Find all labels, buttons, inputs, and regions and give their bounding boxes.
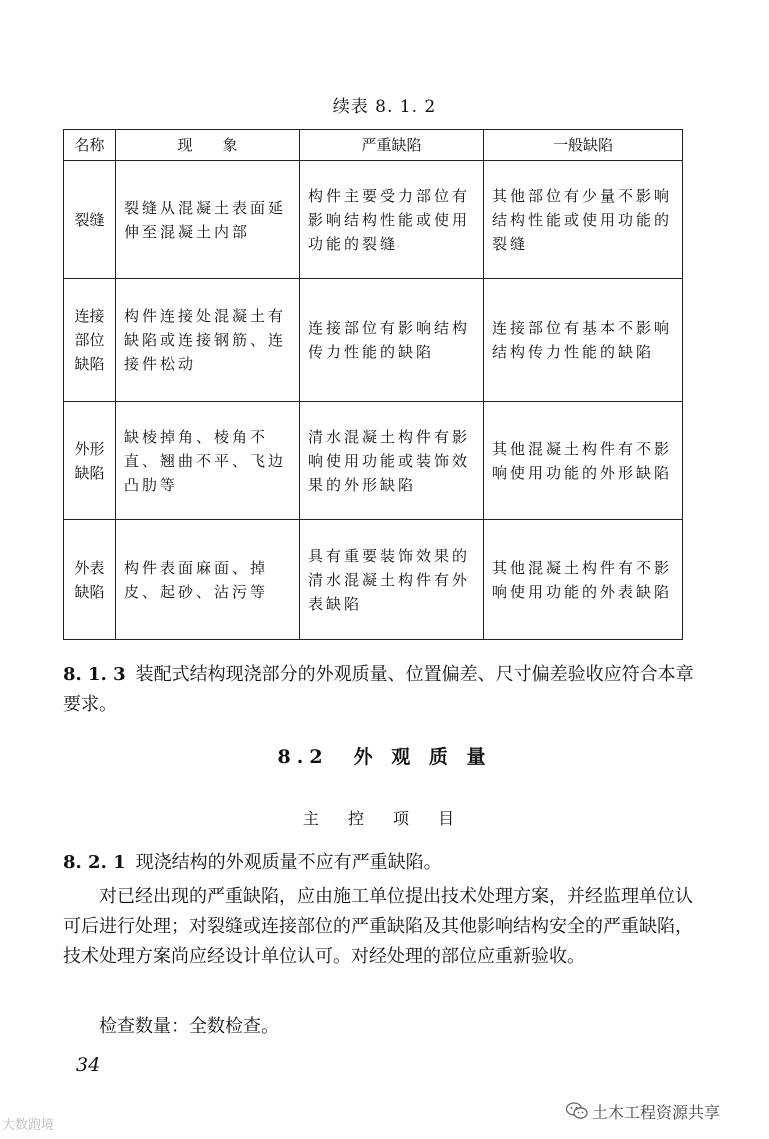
header-general: 一般缺陷 <box>484 130 683 161</box>
header-severe: 严重缺陷 <box>300 130 484 161</box>
section-title: 8.2 外 观 质 量 <box>277 746 492 768</box>
table-row <box>64 161 683 279</box>
row-phenomenon: 构件连接处混凝土有缺陷或连接钢筋、连接件松动 <box>116 279 300 402</box>
row-name-line: 缺陷 <box>74 355 105 373</box>
watermark-left: 大数跑境 <box>2 1118 55 1133</box>
table-row <box>64 279 683 402</box>
row-name-line: 裂缝 <box>74 210 105 229</box>
row-general: 其他部位有少量不影响结构性能或使用功能的裂缝 <box>484 161 683 279</box>
header-name: 名称 <box>64 130 116 161</box>
row-general: 连接部位有基本不影响结构传力性能的缺陷 <box>484 279 683 402</box>
watermark-right-text: 土木工程资源共享 <box>592 1103 721 1122</box>
clause-text: 现浇结构的外观质量不应有严重缺陷。 <box>135 852 442 873</box>
row-name-line: 缺陷 <box>74 582 105 601</box>
table-row <box>64 402 683 520</box>
wechat-icon <box>566 1102 588 1120</box>
row-severe: 构件主要受力部位有影响结构性能或使用功能的裂缝 <box>300 161 484 279</box>
row-phenomenon: 裂缝从混凝土表面延伸至混凝土内部 <box>116 161 300 279</box>
table-header-row <box>64 130 683 161</box>
clause-8-1-3 <box>63 660 703 720</box>
row-severe: 具有重要装饰效果的清水混凝土构件有外表缺陷 <box>300 520 484 640</box>
inspection-quantity: 检查数量：全数检查。 <box>99 1016 279 1037</box>
row-name-line: 连接 <box>74 307 105 325</box>
clause-number: 8. 2. 1 <box>63 852 126 873</box>
row-name-line: 外表 <box>74 558 105 577</box>
page-number: 34 <box>76 1054 101 1076</box>
row-general: 其他混凝土构件有不影响使用功能的外表缺陷 <box>484 520 683 640</box>
row-name <box>64 520 116 640</box>
clause-8-2-1-paragraph: 对已经出现的严重缺陷，应由施工单位提出技术处理方案，并经监理单位认可后进行处理；对裂缝或连接部位的严重缺陷及其他影响结构安全的严重缺陷，技术处理方案尚应经设计单位认可。对经处理的部位应重新验收。 <box>63 886 693 967</box>
row-name-line: 部位 <box>74 331 105 349</box>
row-name <box>64 161 116 279</box>
clause-8-2-1 <box>63 848 703 878</box>
row-phenomenon: 缺棱掉角、棱角不直、翘曲不平、飞边凸肋等 <box>116 402 300 520</box>
row-phenomenon: 构件表面麻面、掉皮、起砂、沾污等 <box>116 520 300 640</box>
clause-number: 8. 1. 3 <box>63 664 126 685</box>
defects-table <box>63 129 683 640</box>
row-name-line: 外形 <box>74 439 105 458</box>
watermark-right <box>566 1098 766 1124</box>
row-general: 其他混凝土构件有不影响使用功能的外形缺陷 <box>484 402 683 520</box>
row-name <box>64 402 116 520</box>
row-name-line: 缺陷 <box>74 463 105 482</box>
row-severe: 连接部位有影响结构传力性能的缺陷 <box>300 279 484 402</box>
clause-text: 装配式结构现浇部分的外观质量、位置偏差、尺寸偏差验收应符合本章要求。 <box>63 664 694 715</box>
row-severe: 清水混凝土构件有影响使用功能或装饰效果的外形缺陷 <box>300 402 484 520</box>
row-name <box>64 279 116 402</box>
table-caption: 续表 8. 1. 2 <box>332 97 437 117</box>
header-phenomenon: 现 象 <box>116 130 300 161</box>
table-row <box>64 520 683 640</box>
subsection-title: 主 控 项 目 <box>302 809 467 828</box>
